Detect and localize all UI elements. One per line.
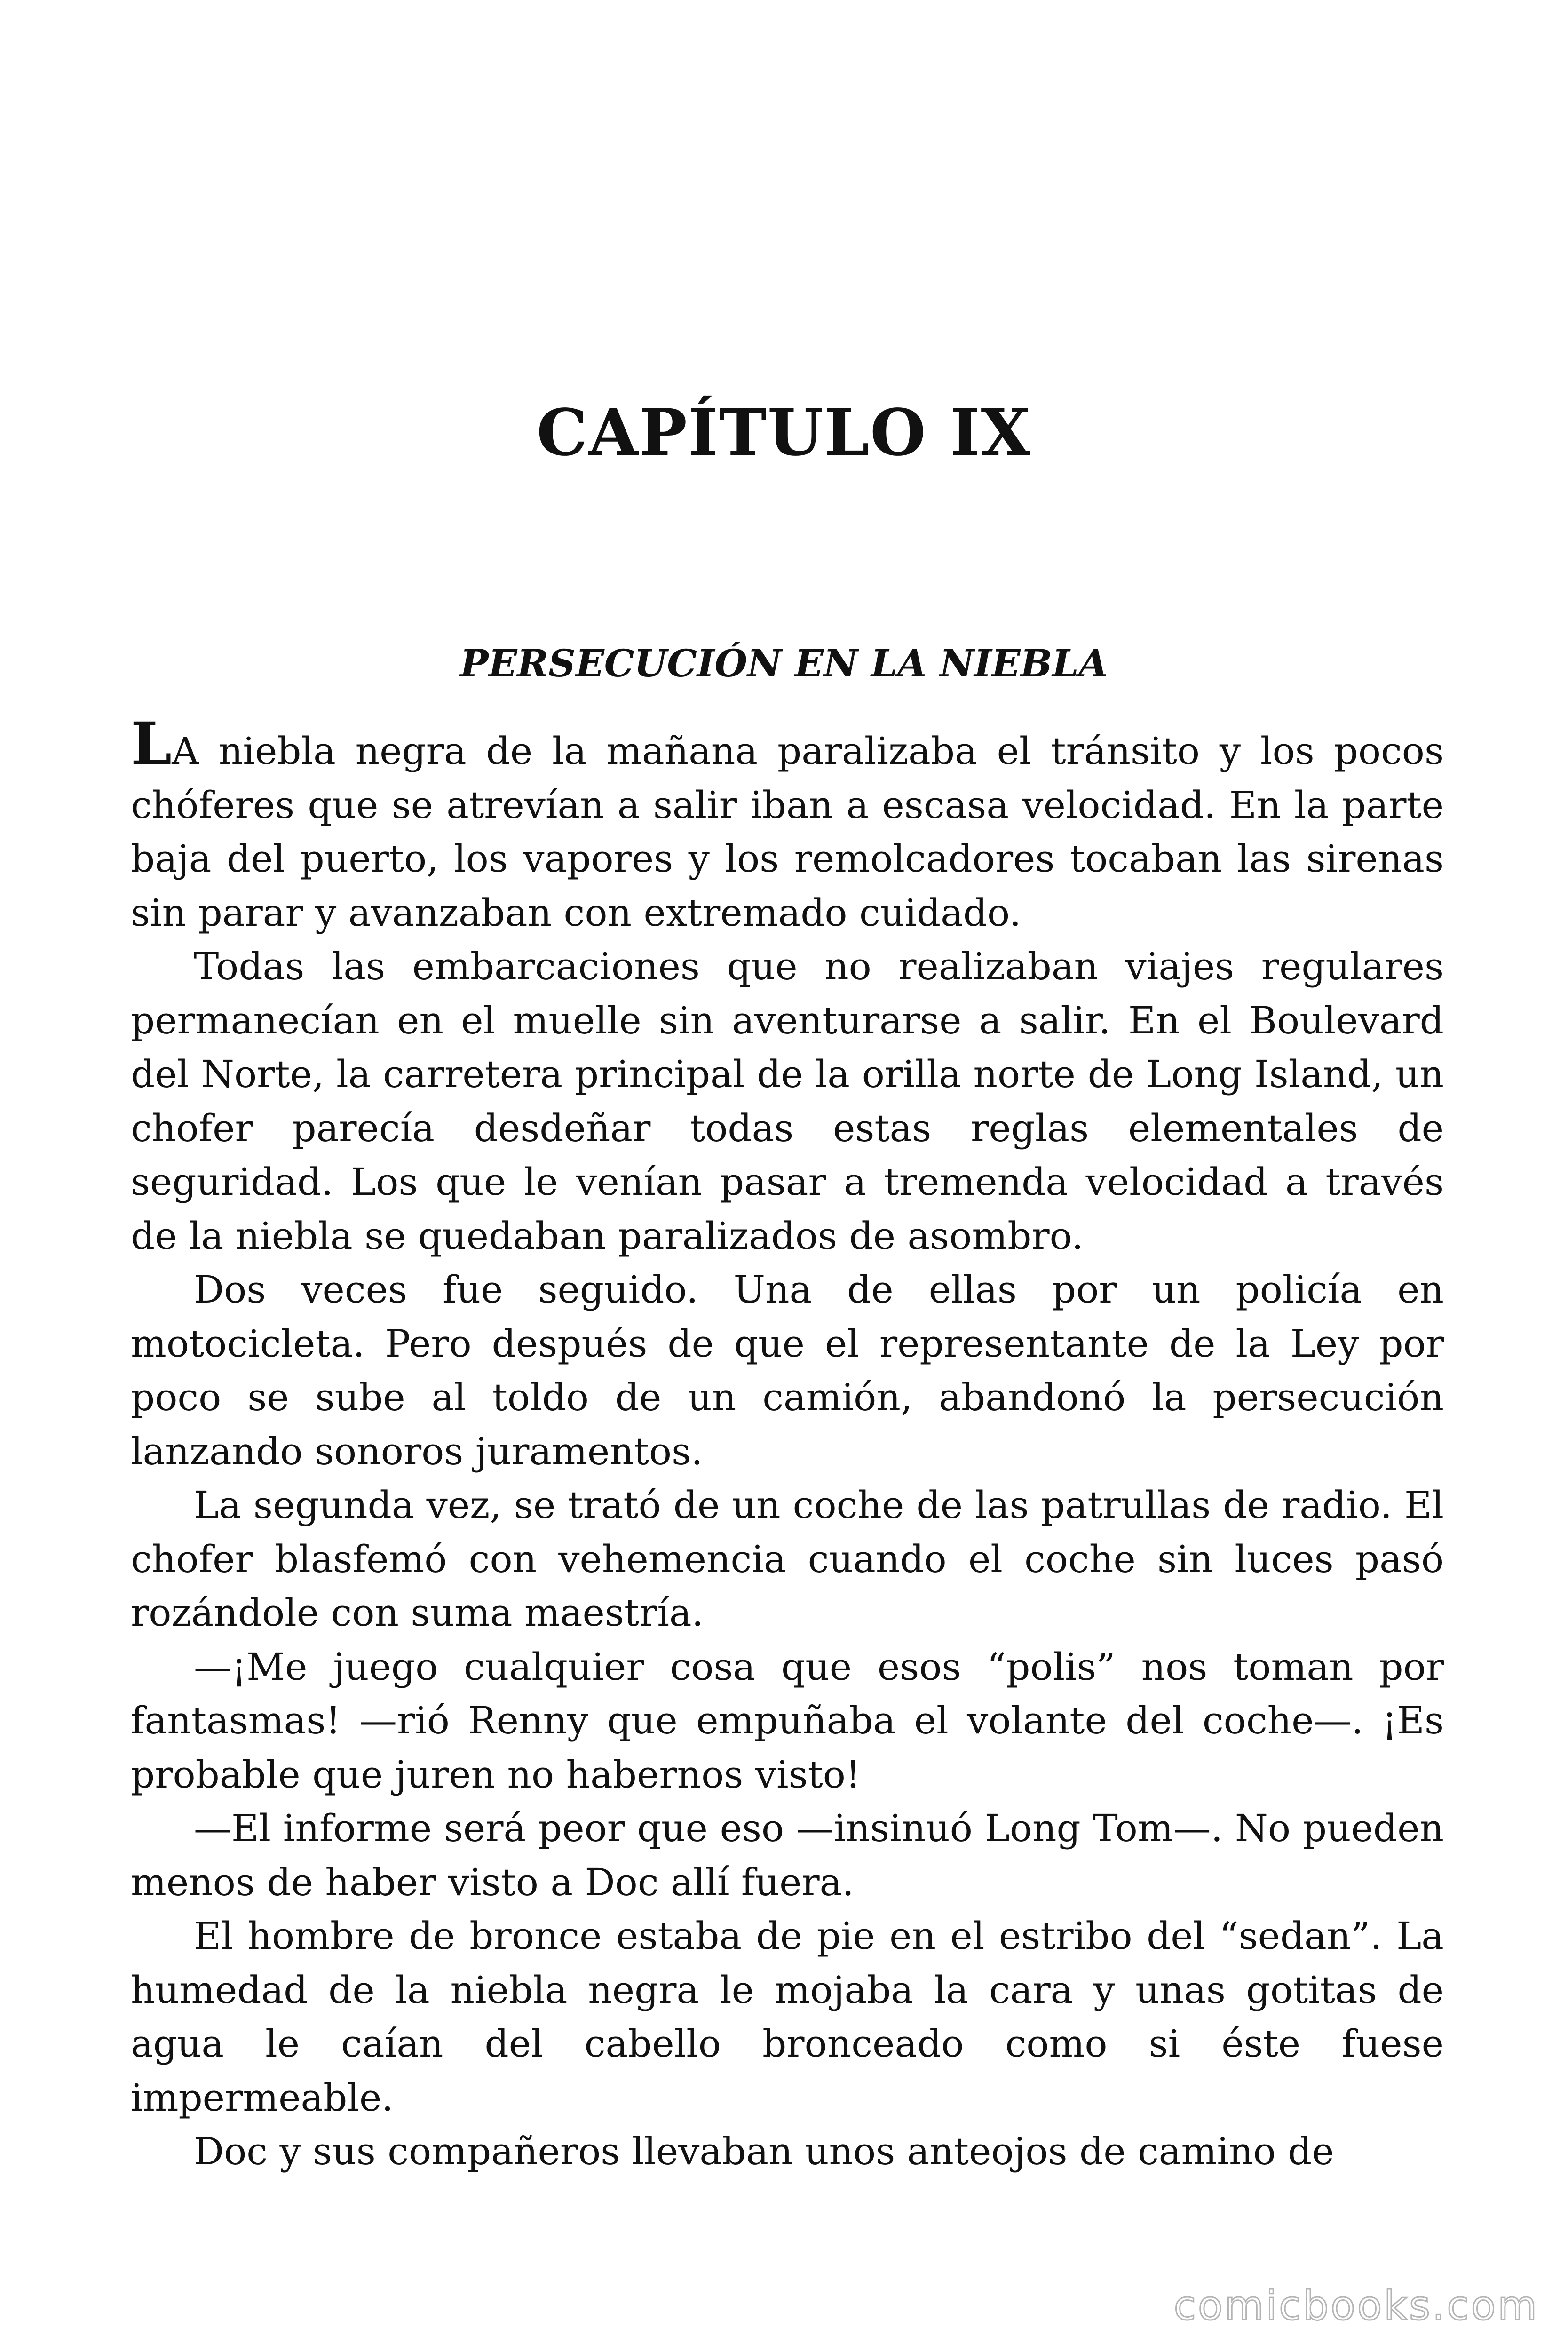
chapter-title: CAPÍTULO IX: [536, 395, 1032, 470]
paragraph-7: El hombre de bronce estaba de pie en el estribo del “sedan”. La humedad de la niebla negra le mojaba la cara y unas gotitas de agua le caían del cabello bronceado como si éste fuese impermeable.: [131, 1914, 1444, 2120]
paragraph-4: La segunda vez, se trató de un coche de las patrullas de radio. El chofer blasfemó con vehemencia cuando el coche sin luces pasó rozándole con suma maestría.: [131, 1483, 1444, 1635]
paragraph-6: —El informe será peor que eso —insinuó Long Tom—. No pueden menos de haber visto a Doc allí fuera.: [131, 1806, 1444, 1904]
paragraph-1-text: niebla negra de la mañana paralizaba el tránsito y los pocos chóferes que se atrevían a salir iban a escasa velocidad. En la parte baja del puerto, los vapores y los remolcadores tocaban las sirenas sin parar y avanzaban con extremado cuidado.: [131, 729, 1444, 935]
paragraph-3: Dos veces fue seguido. Una de ellas por un policía en motocicleta. Pero después de que el representante de la Ley por poco se sube al toldo de un camión, abandonó la persecución lanzando sonoros juramentos.: [131, 1268, 1444, 1473]
paragraph-1: [131, 710, 1444, 940]
watermark: comicbooks.com: [1173, 2282, 1539, 2329]
chapter-subtitle: PERSECUCIÓN EN LA NIEBLA: [460, 641, 1108, 685]
drop-cap-rest: A: [172, 729, 199, 773]
paragraph-2: Todas las embarcaciones que no realizaban viajes regulares permanecían en el muelle sin aventurarse a salir. En el Boulevard del Norte, la carretera principal de la orilla norte de Long Island, un chofer parecía desdeñar todas estas reglas elementales de seguridad. Los que le venían pasar a tremenda velocidad a través de la niebla se quedaban paralizados de asombro.: [131, 945, 1444, 1258]
chapter-body: [131, 710, 1444, 2179]
paragraph-8: Doc y sus compañeros llevaban unos anteojos de camino de: [194, 2130, 1334, 2173]
paragraph-5: —¡Me juego cualquier cosa que esos “polis” nos toman por fantasmas! —rió Renny que empuñaba el volante del coche—. ¡Es probable que juren no habernos visto!: [131, 1645, 1444, 1796]
drop-cap: L: [131, 710, 172, 778]
